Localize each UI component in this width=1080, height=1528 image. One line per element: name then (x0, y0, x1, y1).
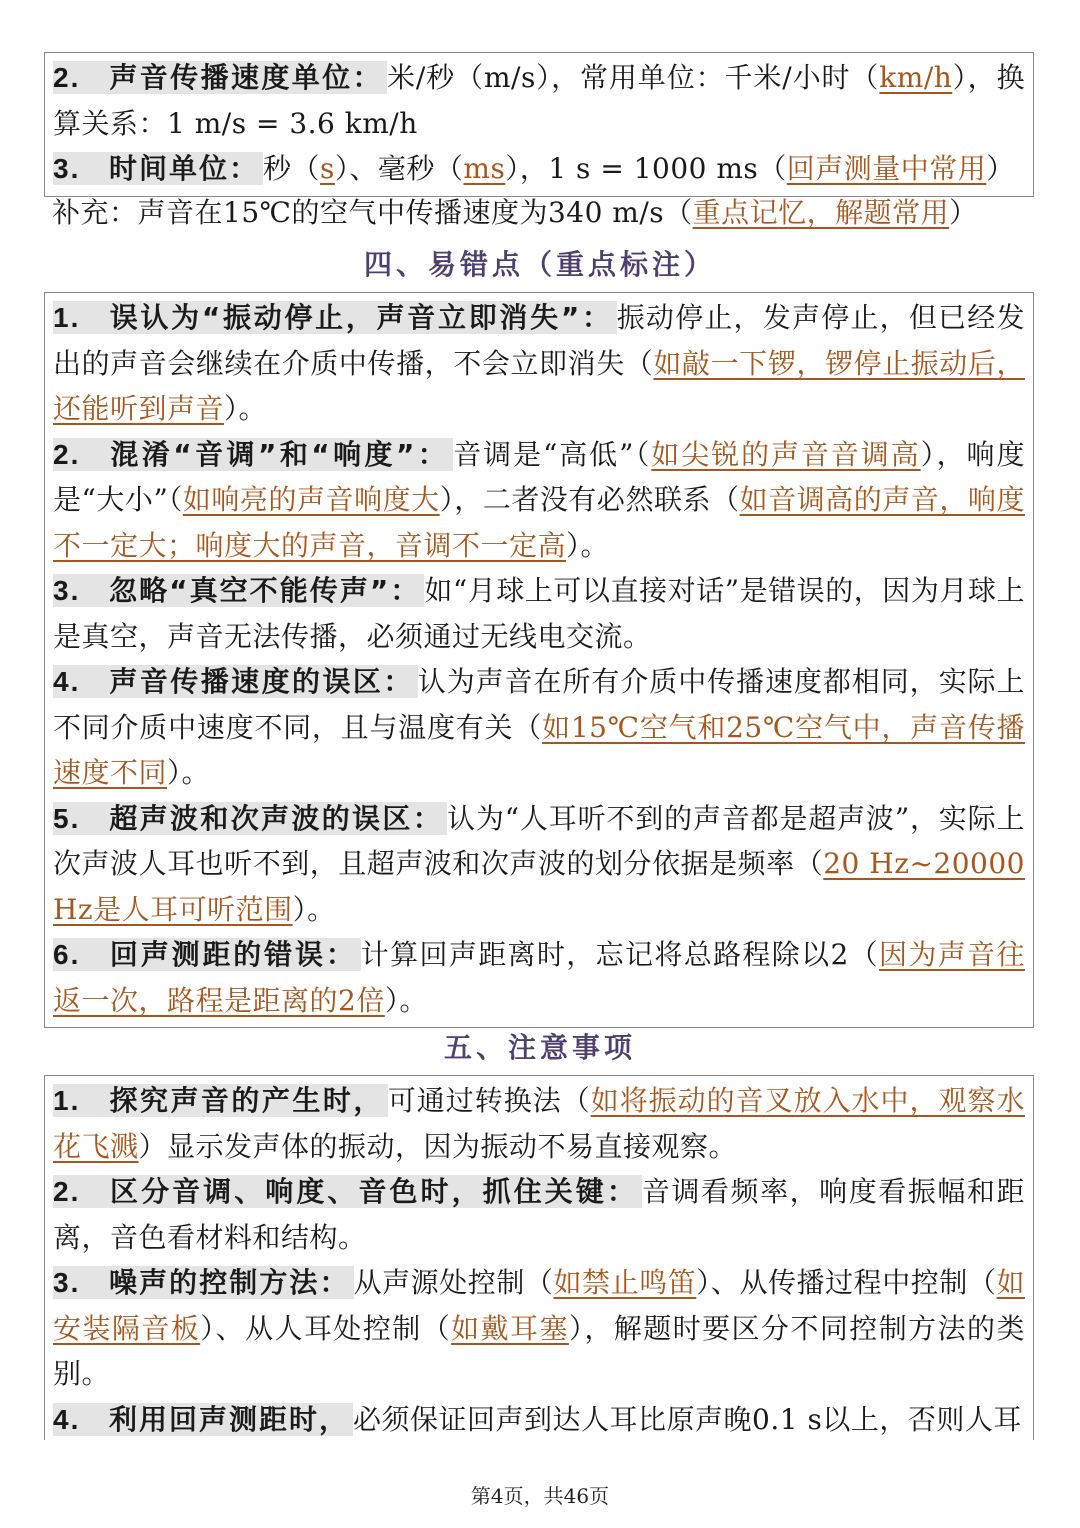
example-text: 如音调高的声音，响度不一定大；响度大的声音，音调不一定高 (53, 483, 1025, 562)
example-text: 如安装隔音板 (53, 1266, 1025, 1345)
page-number-footer: 第4页，共46页 (470, 1484, 610, 1508)
example-text: 如戴耳塞 (451, 1311, 569, 1345)
example-text: 如将振动的音叉放入水中，观察水花飞溅 (53, 1084, 1025, 1163)
precaution-item-4: 4. 利用回声测距时， 必须保证回声到达人耳比原声晚0.1 s以上，否则人耳 (53, 1402, 1022, 1436)
precaution-item-3: 3. 噪声的控制方法： 从声源处控制（如禁止鸣笛）、从传播过程中控制（如安装隔音板）、从人耳处控制（如戴耳塞），解题时要区分不同控制方法的类别。 (53, 1266, 1025, 1390)
example-text: 20 Hz~20000 Hz是人耳可听范围 (53, 847, 1025, 926)
item-label: 2. 区分音调、响度、音色时，抓住关键： (53, 1175, 642, 1208)
mistake-item-5: 5. 超声波和次声波的误区： 认为“人耳听不到的声音都是超声波”，实际上次声波人耳也听不到，且超声波和次声波的划分依据是频率（20 Hz~20000 Hz是人耳可听范围）。 (53, 801, 1025, 926)
item-label: 3. 噪声的控制方法： (53, 1266, 354, 1299)
mistake-item-1: 1. 误认为“振动停止，声音立即消失”： 振动停止，发声停止，但已经发出的声音会继续在介质中传播，不会立即消失（如敲一下锣，锣停止振动后，还能听到声音）。 (53, 301, 1025, 425)
example-text: 如响亮的声音响度大 (182, 483, 440, 516)
section-heading-common-mistakes: 四、易错点（重点标注） (363, 248, 716, 281)
item-label: 3. 忽略“真空不能传声”： (53, 574, 424, 607)
mistake-item-3: 3. 忽略“真空不能传声”： 如“月球上可以直接对话”是错误的，因为月球上是真空，声音无法传播，必须通过无线电交流。 (53, 574, 1025, 653)
mistake-item-4: 4. 声音传播速度的误区： 认为声音在所有介质中传播速度都相同，实际上不同介质中速度不同，且与温度有关（如15℃空气和25℃空气中，声音传播速度不同）。 (53, 665, 1025, 789)
units-item-2: 2. 声音传播速度单位： 米/秒（m/s），常用单位：千米/小时（km/h），换算关系：1 m/s = 3.6 km/h (53, 61, 1025, 140)
units-box (44, 52, 1034, 197)
item-label: 4. 声音传播速度的误区： (53, 665, 418, 698)
mistake-item-6: 6. 回声测距的错误： 计算回声距离时，忘记将总路程除以2（因为声音往返一次，路程是距离的2倍）。 (53, 938, 1025, 1017)
example-text: 如禁止鸣笛 (553, 1266, 697, 1299)
section-heading-precautions: 五、注意事项 (443, 1031, 636, 1064)
example-text: 回声测量中常用 (786, 152, 987, 185)
example-text: km/h (879, 61, 953, 94)
common-mistakes-box (44, 292, 1034, 1028)
example-text: s (320, 152, 335, 185)
item-label: 5. 超声波和次声波的误区： (53, 802, 447, 835)
example-text: 因为声音往返一次，路程是距离的2倍 (53, 938, 1025, 1017)
example-text: 如15℃空气和25℃空气中，声音传播速度不同 (53, 710, 1025, 789)
example-text: ms (463, 152, 506, 185)
item-label: 4. 利用回声测距时， (53, 1403, 353, 1436)
item-label: 1. 误认为“振动停止，声音立即消失”： (53, 301, 617, 334)
item-label: 3. 时间单位： (53, 152, 263, 185)
precaution-item-1: 1. 探究声音的产生时， 可通过转换法（如将振动的音叉放入水中，观察水花飞溅）显示发声体的振动，因为振动不易直接观察。 (53, 1084, 1025, 1163)
example-text: 如尖锐的声音音调高 (651, 437, 921, 471)
item-label: 2. 声音传播速度单位： (53, 61, 387, 94)
example-text: 如敲一下锣，锣停止振动后，还能听到声音 (53, 346, 1025, 425)
item-label: 2. 混淆“音调”和“响度”： (53, 438, 453, 471)
supplement-note: 补充：声音在15℃的空气中传播速度为340 m/s（重点记忆，解题常用） (52, 196, 978, 229)
mistake-item-2: 2. 混淆“音调”和“响度”： 音调是“高低”（如尖锐的声音音调高），响度是“大小”（如响亮的声音响度大），二者没有必然联系（如音调高的声音，响度不一定大；响度大的声音，音调不一定高）。 (53, 437, 1025, 562)
example-text: 重点记忆，解题常用 (692, 196, 950, 229)
units-item-3: 3. 时间单位： 秒（s）、毫秒（ms），1 s = 1000 ms（回声测量中常用） (53, 152, 1015, 185)
item-label: 6. 回声测距的错误： (53, 938, 361, 971)
item-label: 1. 探究声音的产生时， (53, 1084, 388, 1117)
precautions-box (44, 1075, 1034, 1440)
precaution-item-2: 2. 区分音调、响度、音色时，抓住关键： 音调看频率，响度看振幅和距离，音色看材料和结构。 (53, 1175, 1025, 1254)
